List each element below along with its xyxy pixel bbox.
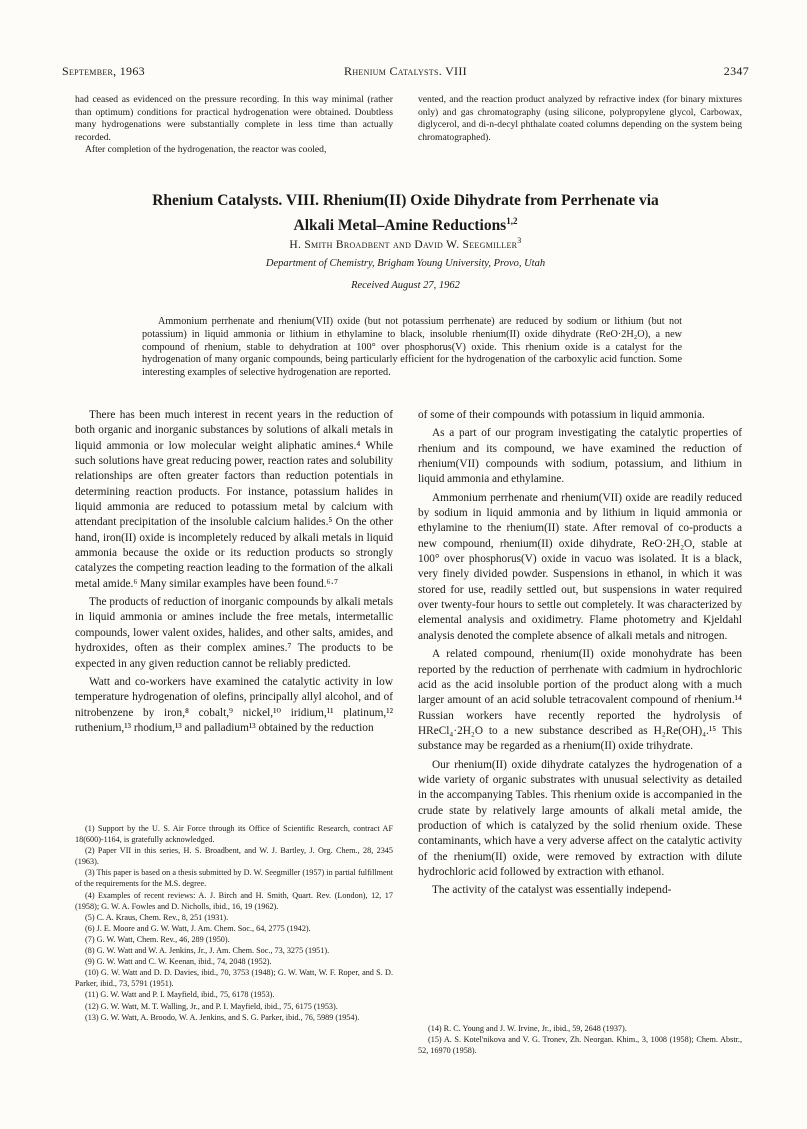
footnote: (11) G. W. Watt and P. I. Mayfield, ibid., 75, 6178 (1953).: [85, 990, 275, 1000]
previous-article-column-right: [418, 94, 742, 144]
title-line-1: Rhenium Catalysts. VIII. Rhenium(II) Oxide Dihydrate from Perrhenate via: [152, 192, 659, 209]
paragraph: As a part of our program investigating the catalytic properties of rhenium and its compound, we have examined the reduction of rhenium(VII) compounds with sodium, potassium, and lithium in liquid ammonia and ethylamine.: [418, 427, 742, 486]
footnote: (7) G. W. Watt, Chem. Rev., 46, 289 (1950).: [85, 934, 230, 944]
paragraph: vented, and the reaction product analyzed by refractive index (for binary mixtures only) and gas chromatography (using silicone, polypropylene glycol, Carbowax, diglycerol, and di-n-decyl phthalate coated columns depending on the system being chromatographed).: [418, 94, 742, 143]
abstract-text: Ammonium perrhenate and rhenium(VII) oxide (but not potassium perrhenate) are reduced by sodium or lithium (but not potassium) in liquid ammonia or lithium in ethylamine to black, insoluble rhenium(II) oxide dihydrate (ReO·2H₂O), a new compound of rhenium, stable to dehydration at 100° over phosphorus(V) oxide. This rhenium oxide is a catalyst for the hydrogenation of many organic compounds, being particularly efficient for the hydrogenation of the carboxylic acid function. Some interesting examples of selective hydrogenation are reported.: [142, 316, 682, 379]
footnote: (1) Support by the U. S. Air Force through its Office of Scientific Research, contract AF 18(600)-1164, is gratefully acknowledged.: [75, 824, 393, 845]
received-date: Received August 27, 1962: [351, 280, 460, 291]
title-line-2: [62, 211, 749, 236]
body-column-left: [75, 408, 393, 739]
footnote: (12) G. W. Watt, M. T. Walling, Jr., and P. I. Mayfield, ibid., 75, 6175 (1953).: [85, 1001, 338, 1011]
footnote: (15) A. S. Kotel'nikova and V. G. Tronev, Zh. Neorgan. Khim., 3, 1008 (1958); Chem. Abstr., 52, 16970 (1958).: [418, 1035, 742, 1056]
authors: [62, 236, 749, 251]
footnotes-left: [75, 823, 393, 1023]
footnote: (4) Examples of recent reviews: A. J. Birch and H. Smith, Quart. Rev. (London), 12, 17 (1958); G. W. A. Fowles and D. Nicholls, ibid., 16, 19 (1962).: [75, 890, 393, 911]
body-column-right: [418, 408, 742, 902]
previous-article-column-left: [75, 94, 393, 157]
article-title: [62, 190, 749, 236]
footnote: (9) G. W. Watt and C. W. Keenan, ibid., 74, 2048 (1952).: [85, 957, 272, 967]
paragraph: After completion of the hydrogenation, the reactor was cooled,: [85, 144, 327, 156]
footnote: (2) Paper VII in this series, H. S. Broadbent, and W. J. Bartley, J. Org. Chem., 28, 2345 (1963).: [75, 846, 393, 867]
footnote: (13) G. W. Watt, A. Broodo, W. A. Jenkins, and S. G. Parker, ibid., 76, 5989 (1954).: [85, 1012, 360, 1022]
paragraph: had ceased as evidenced on the pressure recording. In this way minimal (rather than optimum) conditions for practical hydrogenation were obtained. Doubtless many hydrogenations were substantially complete in less time than actually recorded.: [75, 94, 393, 143]
footnote: (14) R. C. Young and J. W. Irvine, Jr., ibid., 59, 2648 (1937).: [428, 1024, 627, 1033]
footnote: (3) This paper is based on a thesis submitted by D. W. Seegmiller (1957) in partial fulfillment of the requirements for the M.S. degree.: [75, 868, 393, 889]
footnote: (8) G. W. Watt and W. A. Jenkins, Jr., J. Am. Chem. Soc., 73, 3275 (1951).: [85, 946, 330, 956]
title-footnote-marker: 1,2: [506, 216, 518, 226]
paragraph: of some of their compounds with potassium in liquid ammonia.: [418, 409, 705, 421]
paragraph: The activity of the catalyst was essentially independ-: [432, 884, 672, 897]
author-names: H. Smith Broadbent and David W. Seegmiller: [289, 238, 518, 251]
footnote: (10) G. W. Watt and D. D. Davies, ibid., 70, 3753 (1948); G. W. Watt, W. F. Roper, and S. D. Parker, ibid., 73, 5791 (1951).: [75, 968, 393, 989]
running-head: [62, 64, 749, 80]
footnotes-right: [418, 1023, 742, 1056]
author-footnote-marker: 3: [517, 236, 522, 245]
abstract: [142, 316, 682, 380]
paragraph: There has been much interest in recent years in the reduction of both organic and inorganic substances by solutions of alkali metals in liquid ammonia or low molecular weight aliphatic amines.⁴ While such solutions have great reducing power, reaction rates and solubility relationships are often greater factors than reduction potentials in determining reaction products. For instance, potassium halides in liquid ammonia are reduced to potassium metal by calcium with attendant precipitation of the insoluble calcium halides.⁵ On the other hand, iron(II) oxide is incompletely reduced by alkali metals in liquid ammonia because the oxide or its reduction products so strongly catalyzes the competing reaction leading to the formation of the alkali metal amide.⁶ Many similar examples have been found.⁶·⁷: [75, 409, 393, 590]
footnote: (5) C. A. Kraus, Chem. Rev., 8, 251 (1931).: [85, 912, 229, 922]
paragraph: Watt and co-workers have examined the catalytic activity in low temperature hydrogenation of olefins, principally allyl alcohol, and of nitrobenzene by iron,⁸ cobalt,⁹ nickel,¹⁰ iridium,¹¹ platinum,¹² ruthenium,¹³ rhodium,¹³ and palladium¹³ obtained by the reduction: [75, 675, 393, 734]
title-line-2-text: Alkali Metal–Amine Reductions: [293, 217, 507, 235]
header-series-title: Rhenium Catalysts. VIII: [344, 64, 467, 78]
page-number: 2347: [723, 64, 749, 78]
footnote: (6) J. E. Moore and G. W. Watt, J. Am. Chem. Soc., 64, 2775 (1942).: [85, 923, 311, 933]
paragraph: Ammonium perrhenate and rhenium(VII) oxide are readily reduced by sodium in liquid ammonia and by lithium in liquid ammonia or ethylamine to the rhenium(II) state. After removal of co-products a new compound, rhenium(II) oxide dihydrate, ReO·2H₂O, stable at 100° over phosphorus(V) oxide in vacuo was isolated. It is a black, very finely divided powder. Suspensions in ethanol, in which it was stored for use, readily settled out, but suspensions in water required over twenty-four hours to settle out completely. It was characterized by elemental analysis and oxidimetry. Flame photometry and Kjeldahl analysis denoted the complete absence of alkali metals and nitrogen.: [418, 491, 742, 642]
paragraph: A related compound, rhenium(II) oxide monohydrate has been reported by the reduction of perrhenate with cadmium in hydrochloric acid as the acid insoluble portion of the product along with a much larger amount of an acid soluble tetracovalent compound of rhenium.¹⁴ Russian workers have recently reported the hydrolysis of HReCl₄·2H₂O to a new substance described as H₂Re(OH)₄.¹⁵ This substance may be regarded as a rhenium(II) oxide trihydrate.: [418, 648, 742, 753]
affiliation: Department of Chemistry, Brigham Young University, Provo, Utah: [265, 258, 546, 269]
paragraph: Our rhenium(II) oxide dihydrate catalyzes the hydrogenation of a wide variety of organic substrates with unusual selectivity as detailed in the accompanying Tables. This rhenium oxide is accompanied in the crude state by relatively large amounts of alkali metal amide, the production of which is catalyzed by the solid rhenium oxide. These contaminants, which have a very adverse affect on the catalytic activity of the rhenium(II) oxide, were removed by extraction with dilute hydrochloric acid followed by extraction with ethanol.: [418, 758, 742, 878]
paragraph: The products of reduction of inorganic compounds by alkali metals in liquid ammonia or amines include the free metals, intermetallic compounds, lower valent oxides, halides, and other salts, amides, and hydroxides, often as their complex amines.⁷ The products to be expected in any given reduction cannot be reliably predicted.: [75, 596, 393, 670]
header-date: September, 1963: [62, 64, 145, 78]
